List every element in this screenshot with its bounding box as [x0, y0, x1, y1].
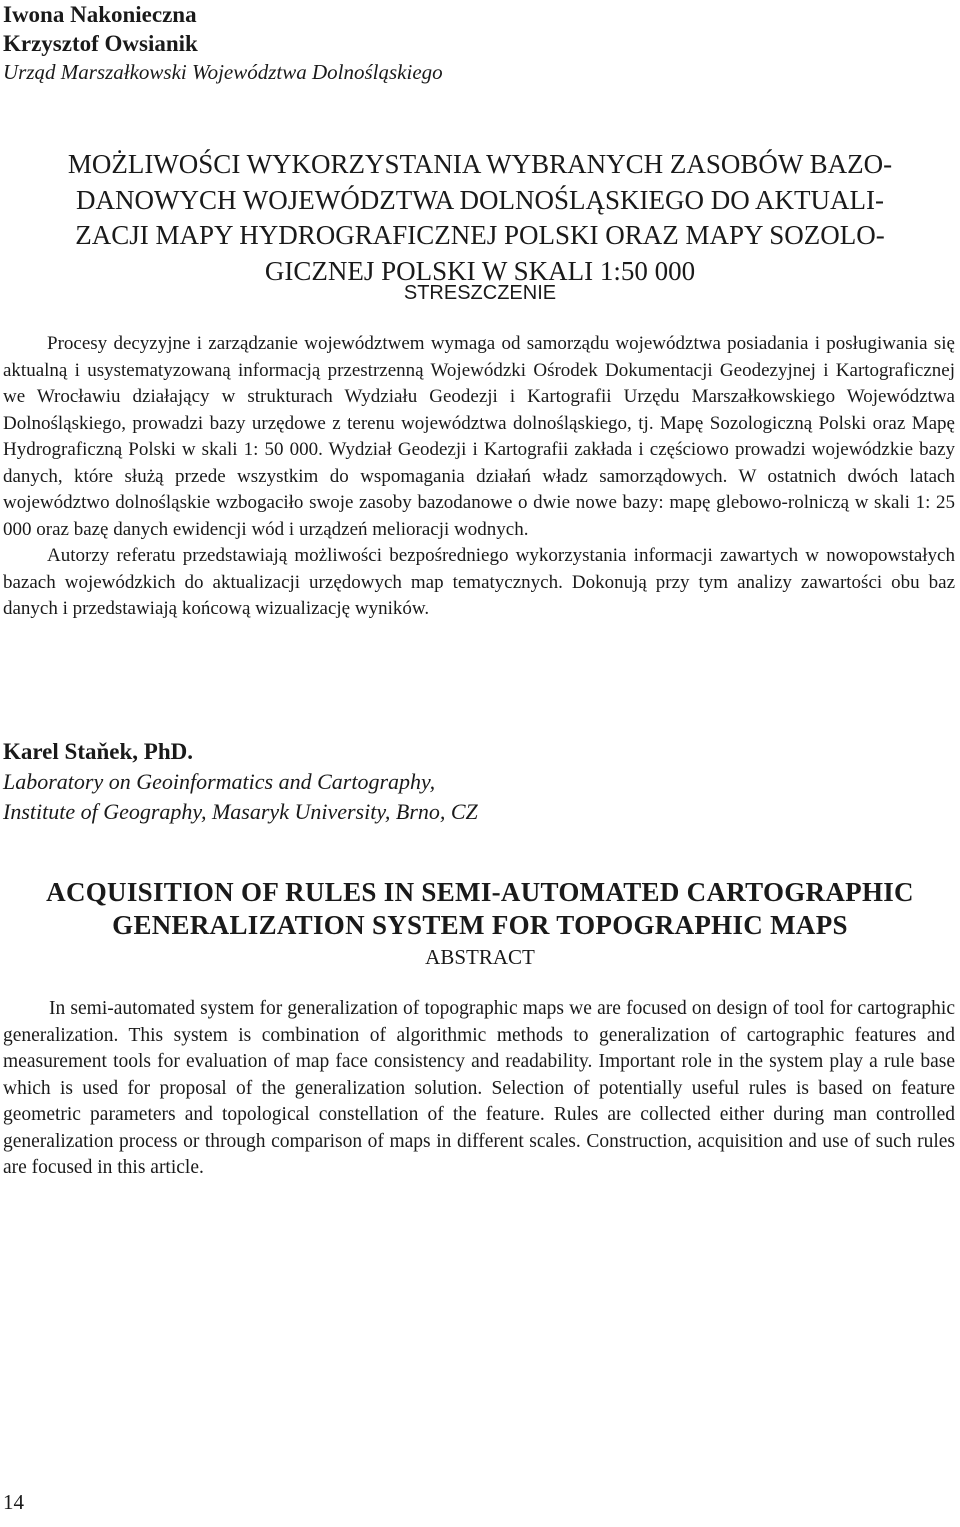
author-affiliation: Urząd Marszałkowski Województwa Dolnośląskiego	[3, 60, 443, 84]
author-name: Krzysztof Owsianik	[3, 31, 198, 56]
abstract-paragraph: In semi-automated system for generalization of topographic maps we are focused on design of tool for cartographic generalization. This system is combination of algorithmic methods to generalization of cartographic features and measurement tools for evaluation of map face consistency and readability. Important role in the system play a rule base which is used for proposal of the generalization solution. Selection of potentially useful rules is based on feature geometric parameters and topological constellation of the feature. Rules are collected either during man controlled generalization process or through comparison of maps in different scales. Construction, acquisition and use of such rules are focused in this article.	[3, 998, 955, 1178]
title-line: ACQUISITION OF RULES IN SEMI-AUTOMATED CARTOGRAPHIC	[46, 877, 914, 907]
abstract-paragraph: Autorzy referatu przedstawiają możliwości bezpośredniego wykorzystania informacji zawartych w nowopowstałych bazach wojewódzkich do aktualizacji urzędowych map tematycznych. Dokonują przy tym analizy zawartości obu baz danych i przedstawiają końcową wizualizację wyników.	[3, 545, 955, 619]
article2-title	[0, 876, 960, 942]
article1-abstract	[3, 331, 955, 623]
title-line: MOŻLIWOŚCI WYKORZYSTANIA WYBRANYCH ZASOBÓW BAZO-	[67, 149, 893, 179]
article2-abstract	[3, 996, 955, 1182]
author-affiliation: Laboratory on Geoinformatics and Cartography,	[3, 769, 436, 794]
article1-header	[3, 0, 955, 87]
author-name: Iwona Nakonieczna	[3, 2, 197, 27]
title-line: GENERALIZATION SYSTEM FOR TOPOGRAPHIC MAPS	[112, 910, 848, 940]
title-line: ZACJI MAPY HYDROGRAFICZNEJ POLSKI ORAZ MAPY SOZOLO-	[75, 220, 885, 250]
abstract-paragraph: Procesy decyzyjne i zarządzanie województwem wymaga od samorządu województwa posiadania i posługiwania się aktualną i usystematyzowaną informacją przestrzenną Wojewódzki Ośrodek Dokumentacji Geodezyjnej i Kartograficznej we Wrocławiu działający w strukturach Wydziału Geodezji i Kartografii Urzędu Marszałkowskiego Województwa Dolnośląskiego, prowadzi bazy urzędowe z terenu województwa dolnośląskiego, tj. Mapę Sozologiczną Polski oraz Mapę Hydrograficzną Polski w skali 1: 50 000. Wydział Geodezji i Kartografii zakłada i częściowo prowadzi wojewódzkie bazy danych, które służą przede wszystkim do wspomagania działań władz samorządowych. W ostatnich dwóch latach województwo dolnośląskie wzbogaciło swoje zasoby bazodanowe o dwie nowe bazy: mapę glebowo-rolniczą w skali 1: 25 000 oraz bazę danych ewidencji wód i urządzeń melioracji wodnych.	[3, 333, 955, 540]
author-affiliation: Institute of Geography, Masaryk University, Brno, CZ	[3, 799, 478, 824]
title-line: DANOWYCH WOJEWÓDZTWA DOLNOŚLĄSKIEGO DO AKTUALI-	[76, 184, 884, 215]
section-label-streszczenie: STRESZCZENIE	[403, 282, 557, 304]
article1-title	[0, 147, 960, 289]
author-name: Karel Staňek, PhD.	[3, 739, 193, 764]
page-number: 14	[3, 1490, 24, 1514]
article2-header	[3, 737, 955, 827]
title-line: GICZNEJ POLSKI W SKALI 1:50 000	[264, 255, 696, 286]
section-label-abstract: ABSTRACT	[425, 945, 535, 969]
